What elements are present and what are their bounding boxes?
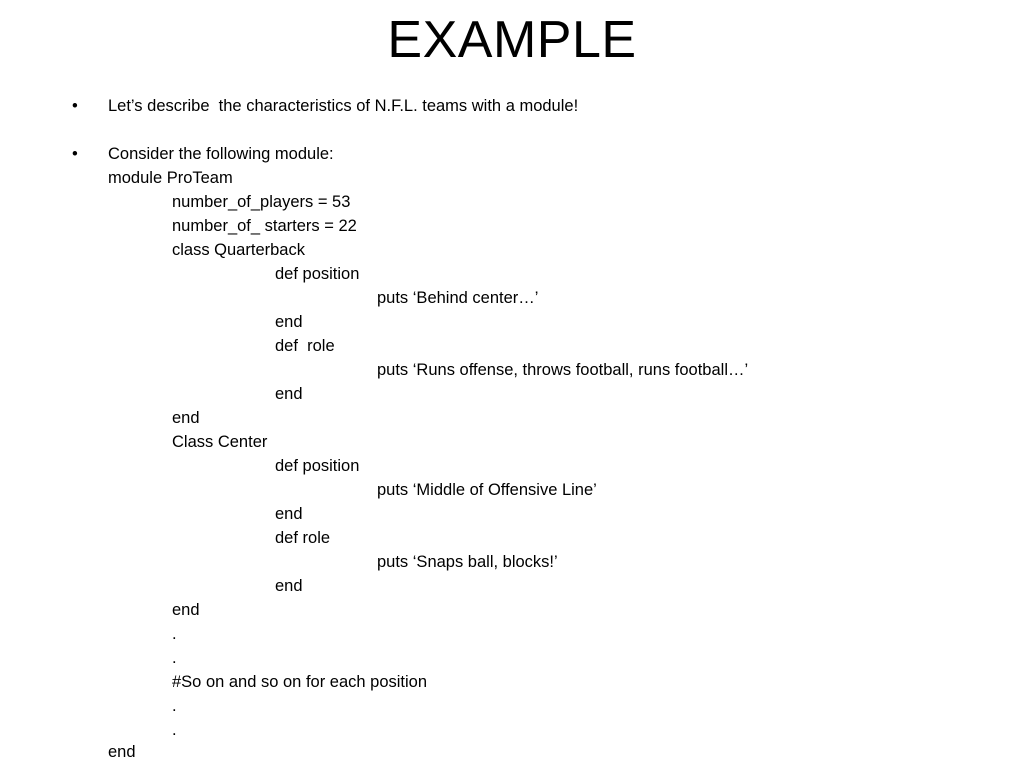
bullet-text-1: Let’s describe the characteristics of N.F.L. teams with a module! <box>108 97 579 115</box>
code-line: end <box>172 601 200 619</box>
code-line: def position <box>275 265 360 283</box>
code-line: number_of_ starters = 22 <box>172 217 357 235</box>
code-line: end <box>275 505 303 523</box>
code-line: class Quarterback <box>172 241 305 259</box>
slide-title: EXAMPLE <box>387 11 637 69</box>
code-line: puts ‘Runs offense, throws football, runs football…’ <box>377 361 749 379</box>
code-line: def role <box>275 337 335 355</box>
code-line: end <box>275 577 303 595</box>
code-line: #So on and so on for each position <box>172 673 428 691</box>
code-line: number_of_players = 53 <box>172 193 351 211</box>
bullet-text-2: Consider the following module: <box>108 145 334 163</box>
code-line: Class Center <box>172 433 268 451</box>
bullet-marker: • <box>72 145 78 163</box>
code-line: end <box>172 409 200 427</box>
code-line: puts ‘Behind center…’ <box>377 289 539 307</box>
code-line: . <box>172 649 177 667</box>
code-line: . <box>172 625 177 643</box>
code-line: module ProTeam <box>108 169 233 187</box>
code-line: def role <box>275 529 331 547</box>
bullet-marker: • <box>72 97 78 115</box>
code-line: . <box>172 697 177 715</box>
code-line: puts ‘Middle of Offensive Line’ <box>377 481 597 499</box>
code-line: def position <box>275 457 360 475</box>
code-line: end <box>275 313 303 331</box>
code-line: . <box>172 721 177 739</box>
code-line: puts ‘Snaps ball, blocks!’ <box>377 553 558 571</box>
code-line: end <box>108 743 136 761</box>
code-line: end <box>275 385 303 403</box>
